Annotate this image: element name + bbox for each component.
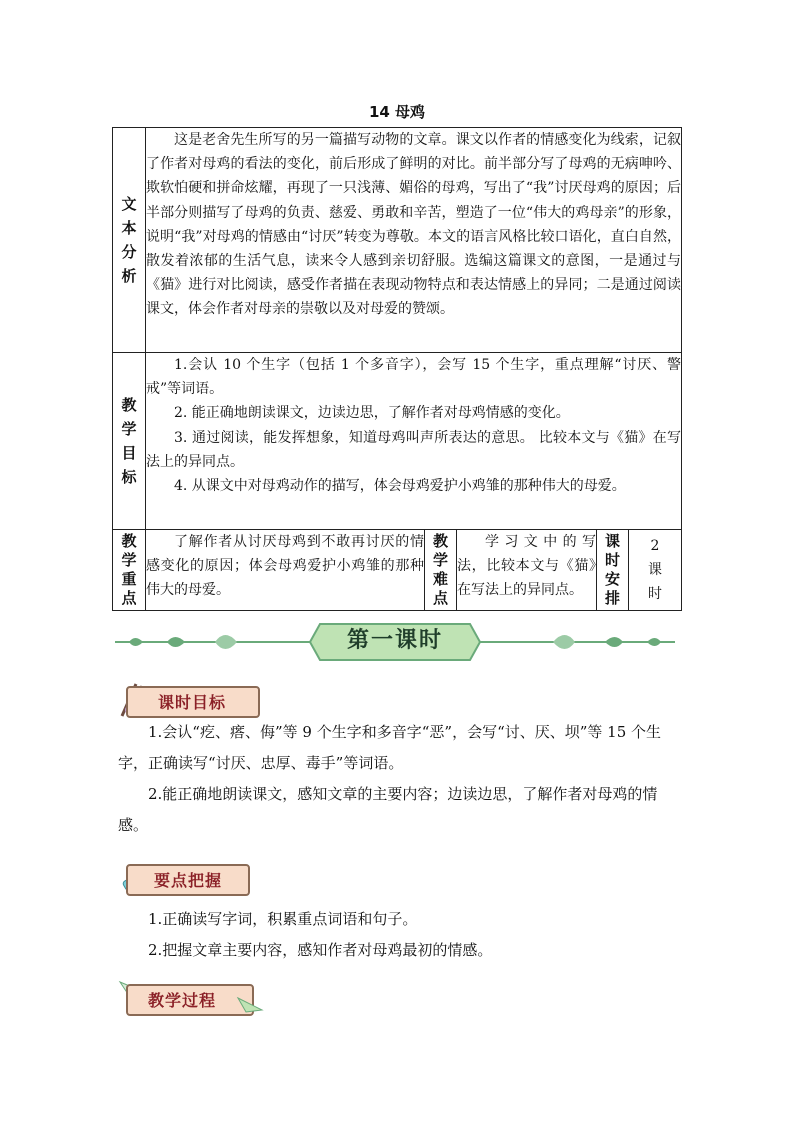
objective-item: 2. 能正确地朗读课文，边读边思，了解作者对母鸡情感的变化。 xyxy=(174,405,570,422)
objectives-label: 教 学 目 标 xyxy=(113,353,146,530)
difficulties-content: 学习文中的写法，比较本文与《猫》在写法上的异同点。 xyxy=(457,530,597,611)
section-heading-process xyxy=(118,978,268,1018)
section-title: 教学过程 xyxy=(148,991,217,1010)
lesson-title: 14 母鸡 xyxy=(368,103,426,121)
lesson-divider xyxy=(115,618,675,666)
text-analysis-label: 文 本 分 析 xyxy=(113,128,146,353)
schedule-value: 2 课 时 xyxy=(629,530,682,611)
difficulties-label: 教 学 难 点 xyxy=(425,530,457,611)
lesson-plan-table xyxy=(112,127,682,611)
section-title: 要点把握 xyxy=(154,871,223,890)
paper-plane-icon xyxy=(236,996,266,1026)
text-analysis-content: 这是老舍先生所写的另一篇描写动物的文章。课文以作者的情感变化为线索，记叙了作者对母鸡的看法的变化，前后形成了鲜明的对比。前半部分写了母鸡的无病呻吟、欺软怕硬和拼命炫耀，再现了一只浅薄、媚俗的母鸡，写出了“我”讨厌母鸡的原因；后半部分则描写了母鸡的负责、慈爱、勇敢和辛苦，塑造了一位“伟大的鸡母亲”的形象，说明“我”对母鸡的情感由“讨厌”转变为尊敬。本文的语言风格比较口语化，直白自然，散发着浓郁的生活气息，读来令人感到亲切舒服。选编这篇课文的意图，一是通过与《猫》进行对比阅读，感受作者描在表现动物特点和表达情感上的异同；二是通过阅读课文，体会作者对母亲的崇敬以及对母爱的赞颂。 xyxy=(146,128,682,353)
section-heading-goals xyxy=(118,680,278,720)
goal-item: 1.会认“疙、瘩、侮”等 9 个生字和多音字“恶”，会写“讨、厌、坝”等 15 个生字，正确读写“讨厌、忠厚、毒手”等词语。 xyxy=(118,723,662,772)
objective-item: 4. 从课文中对母鸡动作的描写，体会母鸡爱护小鸡雏的那种伟大的母爱。 xyxy=(174,478,626,495)
key-item: 1.正确读写字词，积累重点词语和句子。 xyxy=(148,910,418,928)
schedule-label: 课 时 安 排 xyxy=(597,530,629,611)
goal-item: 2.能正确地朗读课文，感知文章的主要内容；边读边思，了解作者对母鸡的情感。 xyxy=(118,785,658,834)
objective-item: 3. 通过阅读，能发挥想象，知道母鸡叫声所表达的意思。 比较本文与《猫》在写法上的异同点。 xyxy=(146,429,682,470)
key-item: 2.把握文章主要内容，感知作者对母鸡最初的情感。 xyxy=(148,941,493,959)
key-body xyxy=(118,904,684,966)
section-title: 课时目标 xyxy=(158,693,227,712)
goals-body xyxy=(118,717,684,841)
section-heading-key xyxy=(118,858,258,898)
objectives-content xyxy=(146,353,682,530)
objective-item: 1.会认 10 个生字（包括 1 个多音字），会写 15 个生字，重点理解“讨厌、警戒”等词语。 xyxy=(146,357,682,398)
key-points-content: 了解作者从讨厌母鸡到不敢再讨厌的情感变化的原因；体会母鸡爱护小鸡雏的那种伟大的母爱。 xyxy=(146,530,425,611)
key-points-label: 教 学 重 点 xyxy=(113,530,146,611)
divider-title: 第一课时 xyxy=(346,628,443,653)
